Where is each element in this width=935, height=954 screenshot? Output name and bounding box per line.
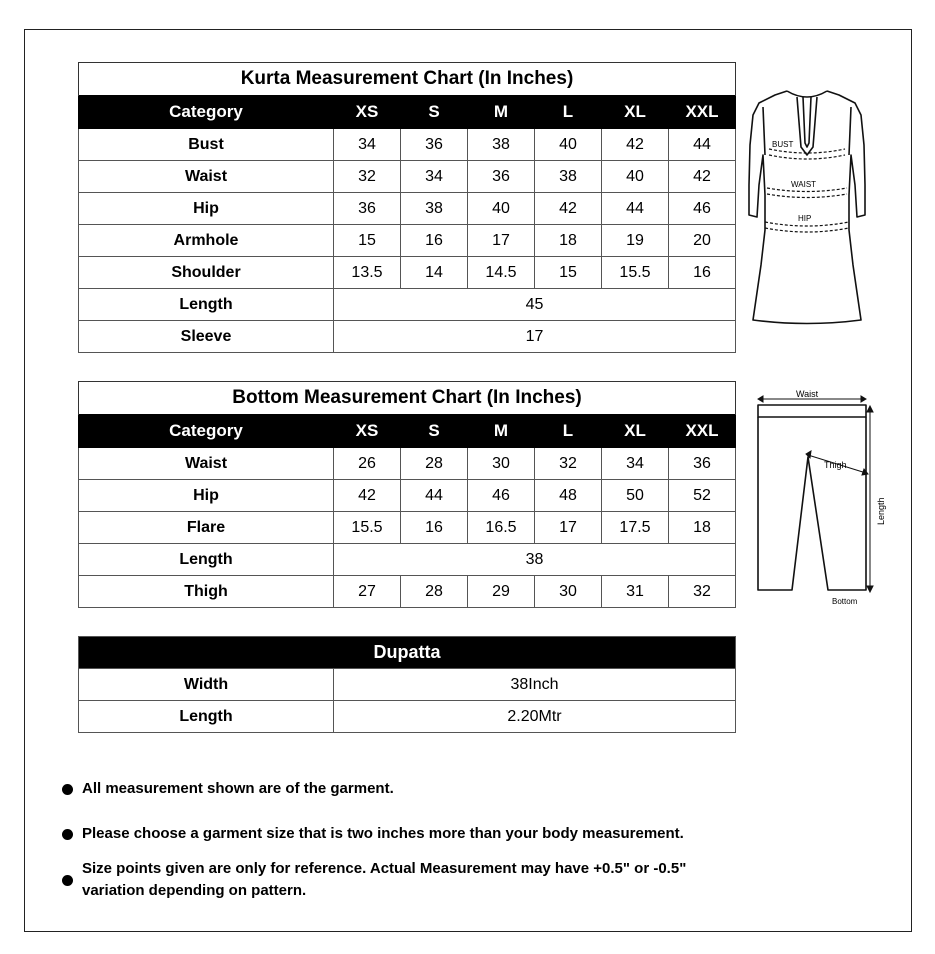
row-label: Waist (79, 161, 334, 193)
table-row (79, 544, 736, 576)
row-label: Hip (79, 193, 334, 225)
table-cell: 44 (669, 129, 736, 161)
bullet-icon (62, 829, 73, 840)
table-cell: 38 (468, 129, 535, 161)
kurta-measurement-table (78, 62, 736, 353)
table-cell: 15 (334, 225, 401, 257)
header-cell: XL (602, 415, 669, 448)
table-cell: 46 (468, 480, 535, 512)
bullet-icon (62, 875, 73, 886)
pants-bottom-label: Bottom (832, 597, 858, 606)
table-cell: 20 (669, 225, 736, 257)
row-label: Hip (79, 480, 334, 512)
table-cell: 14 (401, 257, 468, 289)
kurta-illustration (745, 85, 869, 330)
table-row (79, 512, 736, 544)
table-cell: 34 (334, 129, 401, 161)
bust-label: BUST (772, 140, 794, 149)
header-cell: XXL (669, 96, 736, 129)
row-label: Length (79, 701, 334, 733)
header-cell: L (535, 415, 602, 448)
table-cell: 45 (334, 289, 736, 321)
table-row (79, 321, 736, 353)
dupatta-title: Dupatta (79, 637, 736, 669)
header-cell: S (401, 96, 468, 129)
note-text: All measurement shown are of the garment. (82, 780, 394, 797)
table-cell: 42 (669, 161, 736, 193)
header-cell: XXL (669, 415, 736, 448)
table-cell: 18 (669, 512, 736, 544)
table-cell: 38 (401, 193, 468, 225)
table-cell: 40 (602, 161, 669, 193)
header-cell: Category (79, 96, 334, 129)
header-cell: M (468, 415, 535, 448)
table-cell: 38 (535, 161, 602, 193)
table-cell: 19 (602, 225, 669, 257)
row-label: Shoulder (79, 257, 334, 289)
table-cell: 29 (468, 576, 535, 608)
row-label: Armhole (79, 225, 334, 257)
waist-label: WAIST (791, 180, 817, 189)
table-cell: 46 (669, 193, 736, 225)
note-text: Size points given are only for reference. Actual Measurement may have +0.5" or -0.5" variation depending on pattern. (82, 860, 687, 899)
hip-label: HIP (798, 214, 812, 223)
table-cell: 38 (334, 544, 736, 576)
row-label: Waist (79, 448, 334, 480)
table-cell: 27 (334, 576, 401, 608)
table-cell: 34 (401, 161, 468, 193)
bottom-illustration (748, 385, 893, 610)
kurta-table-title: Kurta Measurement Chart (In Inches) (79, 63, 736, 96)
pants-waist-label: Waist (796, 389, 819, 399)
table-cell: 16 (669, 257, 736, 289)
dupatta-table (78, 636, 736, 733)
table-row (79, 289, 736, 321)
table-cell: 42 (535, 193, 602, 225)
table-row (79, 701, 736, 733)
dupatta-header-row (79, 637, 736, 669)
table-row (79, 669, 736, 701)
table-cell: 36 (401, 129, 468, 161)
bottom-table-title: Bottom Measurement Chart (In Inches) (79, 382, 736, 415)
header-cell: L (535, 96, 602, 129)
pants-length-label: Length (876, 497, 886, 525)
table-cell: 38Inch (334, 669, 736, 701)
table-row (79, 576, 736, 608)
table-row (79, 129, 736, 161)
table-cell: 14.5 (468, 257, 535, 289)
row-label: Length (79, 289, 334, 321)
table-cell: 13.5 (334, 257, 401, 289)
table-cell: 40 (468, 193, 535, 225)
header-cell: XS (334, 415, 401, 448)
header-cell: XS (334, 96, 401, 129)
table-cell: 32 (669, 576, 736, 608)
table-cell: 28 (401, 448, 468, 480)
table-cell: 30 (468, 448, 535, 480)
table-row (79, 225, 736, 257)
table-cell: 36 (669, 448, 736, 480)
list-item (62, 823, 684, 845)
table-cell: 26 (334, 448, 401, 480)
table-row (79, 257, 736, 289)
header-cell: S (401, 415, 468, 448)
table-cell: 16 (401, 225, 468, 257)
row-label: Thigh (79, 576, 334, 608)
table-cell: 15.5 (334, 512, 401, 544)
row-label: Length (79, 544, 334, 576)
bottom-header-row (79, 415, 736, 448)
table-cell: 36 (468, 161, 535, 193)
table-cell: 17 (334, 321, 736, 353)
table-cell: 48 (535, 480, 602, 512)
table-cell: 34 (602, 448, 669, 480)
note-text: Please choose a garment size that is two inches more than your body measurement. (82, 825, 684, 842)
kurta-header-row (79, 96, 736, 129)
header-cell: XL (602, 96, 669, 129)
table-cell: 16.5 (468, 512, 535, 544)
table-cell: 40 (535, 129, 602, 161)
table-cell: 17 (535, 512, 602, 544)
row-label: Bust (79, 129, 334, 161)
table-cell: 44 (602, 193, 669, 225)
table-cell: 15 (535, 257, 602, 289)
list-item (62, 778, 394, 800)
table-cell: 15.5 (602, 257, 669, 289)
bullet-icon (62, 784, 73, 795)
table-row (79, 161, 736, 193)
row-label: Flare (79, 512, 334, 544)
table-cell: 36 (334, 193, 401, 225)
table-cell: 42 (602, 129, 669, 161)
table-cell: 50 (602, 480, 669, 512)
table-cell: 44 (401, 480, 468, 512)
bottom-measurement-table (78, 381, 736, 608)
table-cell: 42 (334, 480, 401, 512)
table-cell: 32 (334, 161, 401, 193)
table-cell: 18 (535, 225, 602, 257)
table-cell: 32 (535, 448, 602, 480)
table-cell: 16 (401, 512, 468, 544)
table-cell: 28 (401, 576, 468, 608)
table-cell: 17 (468, 225, 535, 257)
row-label: Width (79, 669, 334, 701)
table-row (79, 448, 736, 480)
pants-thigh-label: Thigh (824, 460, 847, 470)
table-cell: 31 (602, 576, 669, 608)
row-label: Sleeve (79, 321, 334, 353)
table-row (79, 480, 736, 512)
header-cell: M (468, 96, 535, 129)
table-cell: 17.5 (602, 512, 669, 544)
list-item (62, 858, 742, 902)
table-cell: 30 (535, 576, 602, 608)
table-row (79, 193, 736, 225)
table-cell: 52 (669, 480, 736, 512)
header-cell: Category (79, 415, 334, 448)
table-cell: 2.20Mtr (334, 701, 736, 733)
